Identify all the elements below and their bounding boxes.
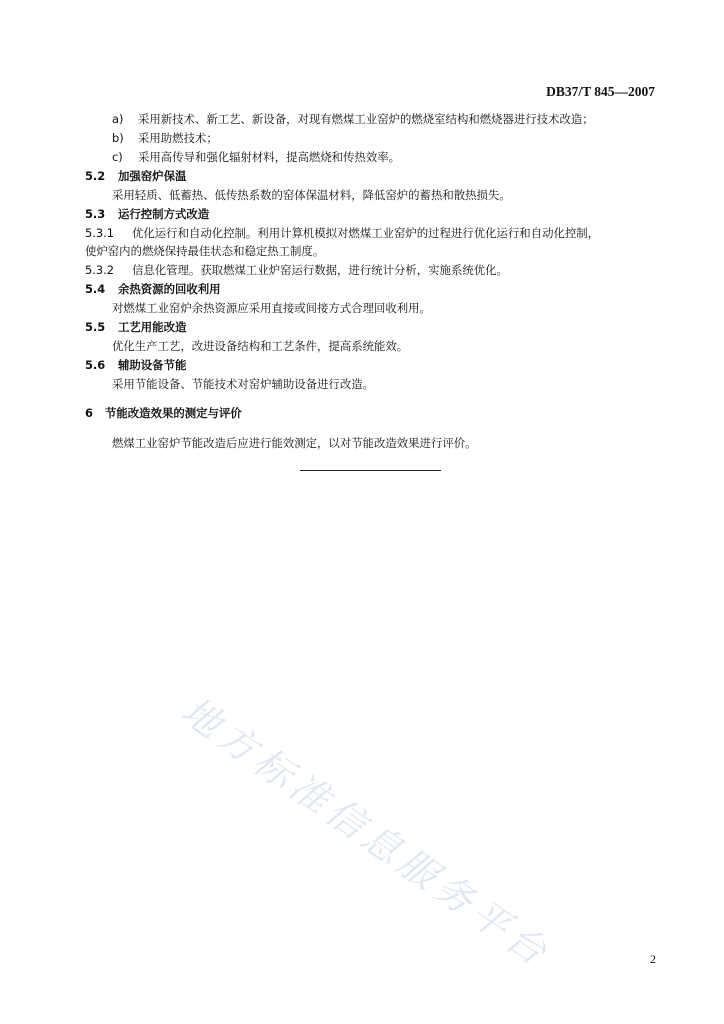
- section-heading-5-4: [85, 281, 221, 297]
- clause-5-3-2: [85, 262, 508, 278]
- section-heading-6: [85, 405, 242, 421]
- list-item-b: [112, 130, 218, 146]
- section-number: 5.3: [85, 207, 106, 221]
- paragraph-5-4: 对燃煤工业窑炉余热资源应采用直接或间接方式合理回收利用。: [112, 301, 431, 315]
- end-rule: [300, 470, 441, 471]
- page-number: 2: [650, 952, 656, 966]
- section-number: 6: [85, 406, 93, 420]
- clause-5-3-1-line2: 使炉窑内的燃烧保持最佳状态和稳定热工制度。: [85, 244, 325, 258]
- list-marker: a): [112, 112, 124, 126]
- paragraph-5-5: 优化生产工艺，改进设备结构和工艺条件，提高系统能效。: [112, 339, 409, 353]
- section-title: 节能改造效果的测定与评价: [105, 406, 242, 420]
- section-number: 5.2: [85, 169, 106, 183]
- section-heading-5-2: [85, 168, 186, 184]
- clause-number: 5.3.1: [85, 226, 114, 240]
- section-heading-5-6: [85, 357, 186, 373]
- section-title: 余热资源的回收利用: [118, 282, 221, 296]
- standard-code: DB37/T 845—2007: [546, 84, 655, 99]
- clause-number: 5.3.2: [85, 263, 114, 277]
- list-marker: c): [112, 150, 123, 164]
- clause-text: 优化运行和自动化控制。利用计算机模拟对燃煤工业窑炉的过程进行优化运行和自动化控制，: [132, 226, 600, 240]
- section-heading-5-5: [85, 319, 186, 335]
- clause-5-3-1-line1: [85, 225, 599, 241]
- section-title: 辅助设备节能: [118, 358, 187, 372]
- list-text: 采用高传导和强化辐射材料，提高燃烧和传热效率。: [138, 150, 400, 164]
- clause-text: 信息化管理。获取燃煤工业炉窑运行数据，进行统计分析，实施系统优化。: [132, 263, 508, 277]
- list-text: 采用新技术、新工艺、新设备，对现有燃煤工业窑炉的燃烧室结构和燃烧器进行技术改造；: [138, 112, 594, 126]
- watermark: 地方标准信息服务平台: [173, 688, 560, 977]
- paragraph-5-2: 采用轻质、低蓄热、低传热系数的窑体保温材料，降低窑炉的蓄热和散热损失。: [112, 188, 511, 202]
- list-item-c: [112, 149, 400, 165]
- list-item-a: [112, 111, 594, 127]
- paragraph-5-6: 采用节能设备、节能技术对窑炉辅助设备进行改造。: [112, 377, 374, 391]
- list-marker: b): [112, 131, 124, 145]
- section-number: 5.4: [85, 282, 106, 296]
- section-number: 5.6: [85, 358, 106, 372]
- section-title: 加强窑炉保温: [118, 169, 187, 183]
- paragraph-6: 燃煤工业窑炉节能改造后应进行能效测定，以对节能改造效果进行评价。: [112, 436, 477, 450]
- section-title: 工艺用能改造: [118, 320, 187, 334]
- section-number: 5.5: [85, 320, 106, 334]
- section-title: 运行控制方式改造: [118, 207, 210, 221]
- section-heading-5-3: [85, 206, 209, 222]
- list-text: 采用助燃技术；: [138, 131, 218, 145]
